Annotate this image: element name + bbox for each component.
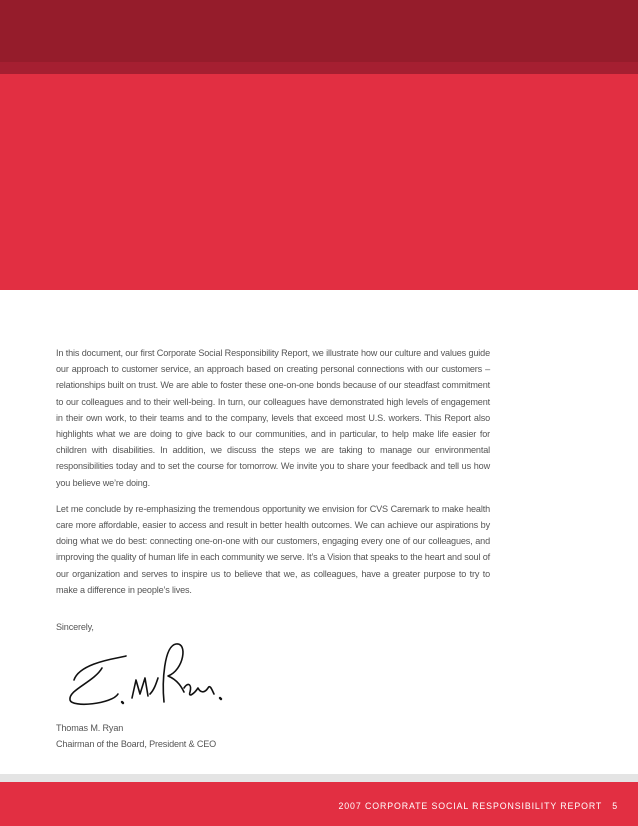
letter-paragraph-2: Let me conclude by re-emphasizing the tremendous opportunity we envision for CVS Caremark to make health care more affordable, easier to access and result in better health outcomes. We can achieve our aspirations by doing what we do best: connecting one-on-one with our customers, engaging every one of our colleagues, and improving the quality of human life in each community we serve. It’s a Vision that speaks to the heart and soul of our organization and serves to inspire us to believe that we, as colleagues, have a greater purpose to try to make a difference in people’s lives. (56, 503, 490, 595)
header-band-red (0, 74, 638, 290)
header-band-stripe (0, 62, 638, 74)
footer (338, 801, 618, 811)
footer-report-title: 2007 CORPORATE SOCIAL RESPONSIBILITY REPORT (338, 801, 603, 811)
signer-title: Chairman of the Board, President & CEO (56, 739, 217, 749)
signature-image (60, 632, 230, 708)
letter-body (56, 345, 490, 608)
letter-closing: Sincerely, (56, 622, 94, 632)
footer-band-light (0, 774, 638, 782)
page-number: 5 (612, 801, 618, 811)
header-band-dark (0, 0, 638, 62)
letter-paragraph-1: In this document, our first Corporate Social Responsibility Report, we illustrate how our culture and values guide our approach to customer service, an approach based on creating personal connections with our customers – relationships built on trust. We are able to foster these one-on-one bonds because of our steadfast commitment to our colleagues and to their well-being. In turn, our colleagues have demonstrated high levels of engagement in their own work, to their teams and to the company, levels that exceed most U.S. workers. This Report also highlights what we are doing to give back to our communities, and in particular, to help make life easier for children with disabilities. In addition, we discuss the steps we are taking to manage our environmental responsibilities today and to set the course for tomorrow. We invite you to share your feedback and tell us how you believe we’re doing. (56, 348, 490, 488)
signer-name: Thomas M. Ryan (56, 723, 124, 733)
signer-block (56, 720, 216, 752)
